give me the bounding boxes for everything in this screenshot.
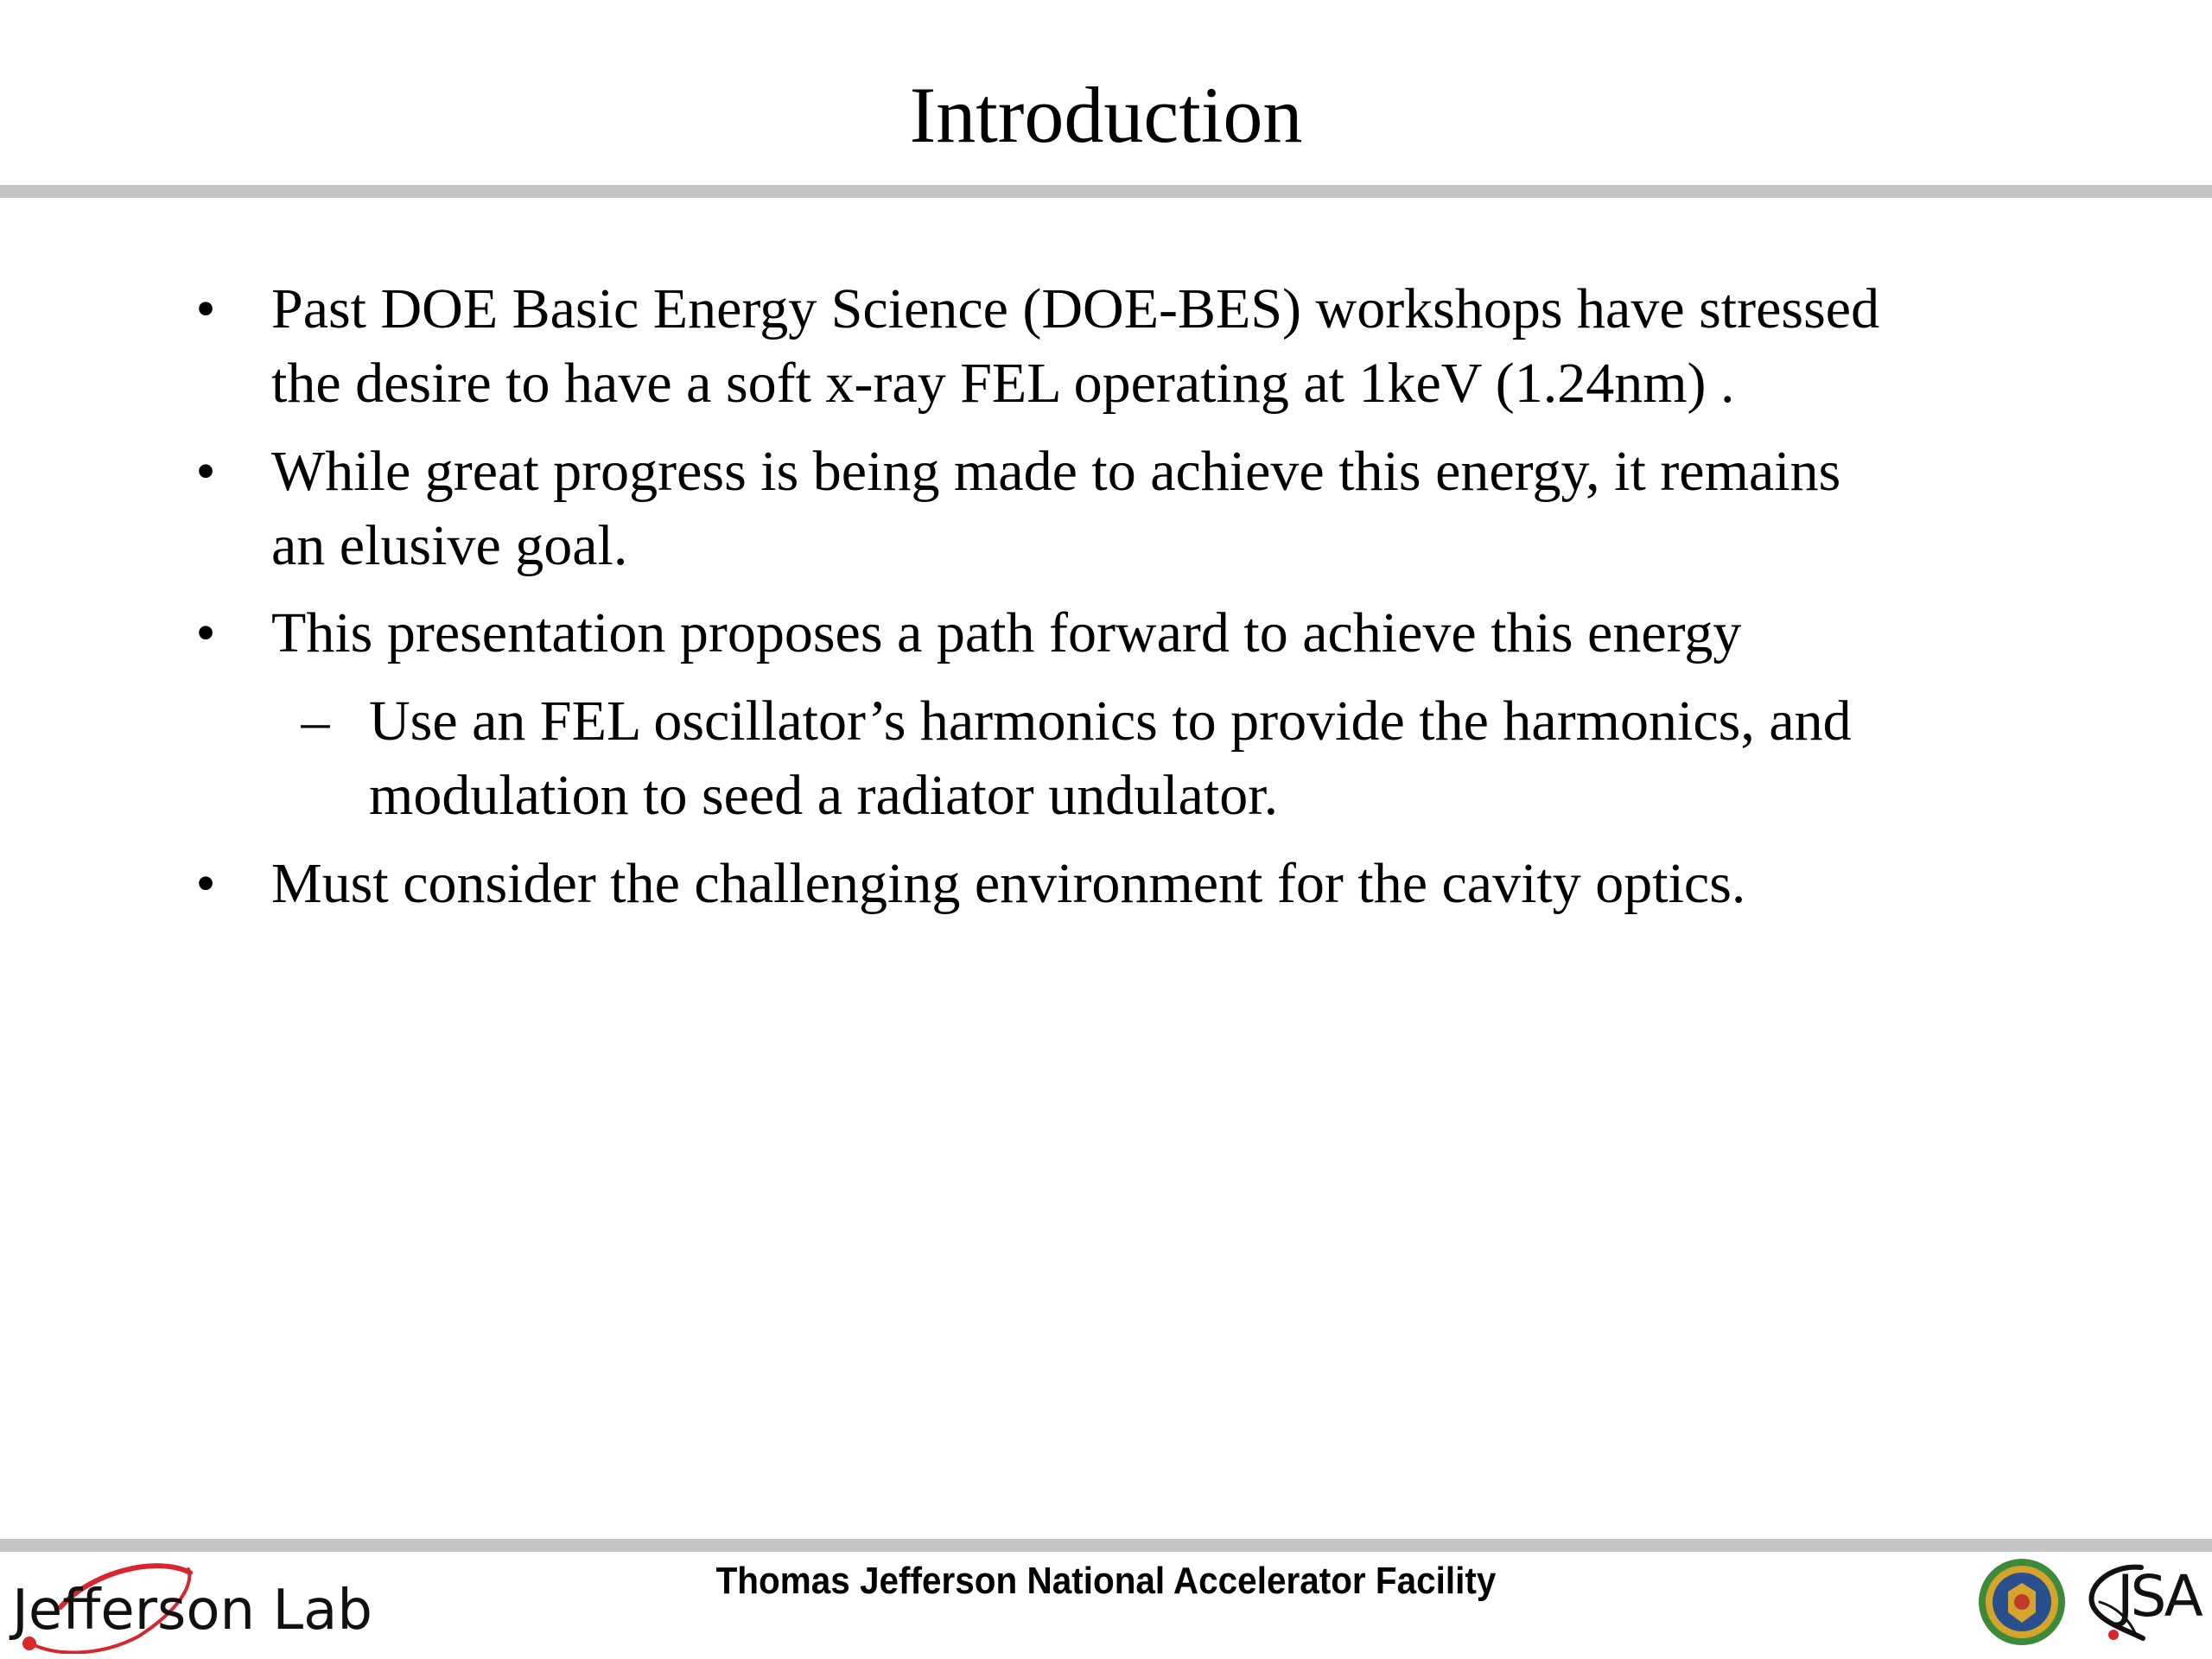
bullet-text-line: the desire to have a soft x-ray FEL operating at 1keV (1.24nm) . — [271, 352, 1735, 415]
logo-jlab-text: Jefferson Lab — [12, 1579, 372, 1643]
footer-center-text: Thomas Jefferson National Accelerator Facility — [715, 1560, 1497, 1602]
slide-title: Introduction — [909, 71, 1303, 159]
bullet-marker: • — [195, 440, 216, 503]
sub-bullet-text-line: Use an FEL oscillator’s harmonics to provide the harmonics, and — [369, 690, 1852, 753]
bullet-item-3 — [0, 596, 2212, 671]
bullet-marker: • — [195, 277, 216, 340]
bullet-text-line: an elusive goal. — [271, 514, 628, 577]
bullet-marker: • — [195, 852, 216, 915]
bullet-text-line: This presentation proposes a path forward to achieve this energy — [271, 601, 1742, 664]
bullet-text-line: While great progress is being made to achieve this energy, it remains — [271, 440, 1841, 503]
sub-bullet-marker: – — [301, 690, 330, 753]
bullet-item-2 — [0, 435, 2212, 583]
bullet-text-line: Must consider the challenging environment for the cavity optics. — [271, 852, 1746, 915]
bullet-marker: • — [195, 601, 216, 664]
footer-divider — [0, 1539, 2212, 1552]
bullet-item-4 — [0, 847, 2212, 921]
bullet-item-1 — [0, 272, 2212, 421]
jsa-logo — [2074, 1555, 2203, 1650]
jsa-logo-text: JSA — [2117, 1563, 2200, 1630]
sub-bullet-text-line: modulation to seed a radiator undulator. — [369, 764, 1279, 827]
doe-seal-icon — [1977, 1557, 2067, 1647]
bullet-text-line: Past DOE Basic Energy Science (DOE-BES) workshops have stressed — [271, 277, 1880, 340]
sub-bullet-item — [0, 684, 2212, 833]
